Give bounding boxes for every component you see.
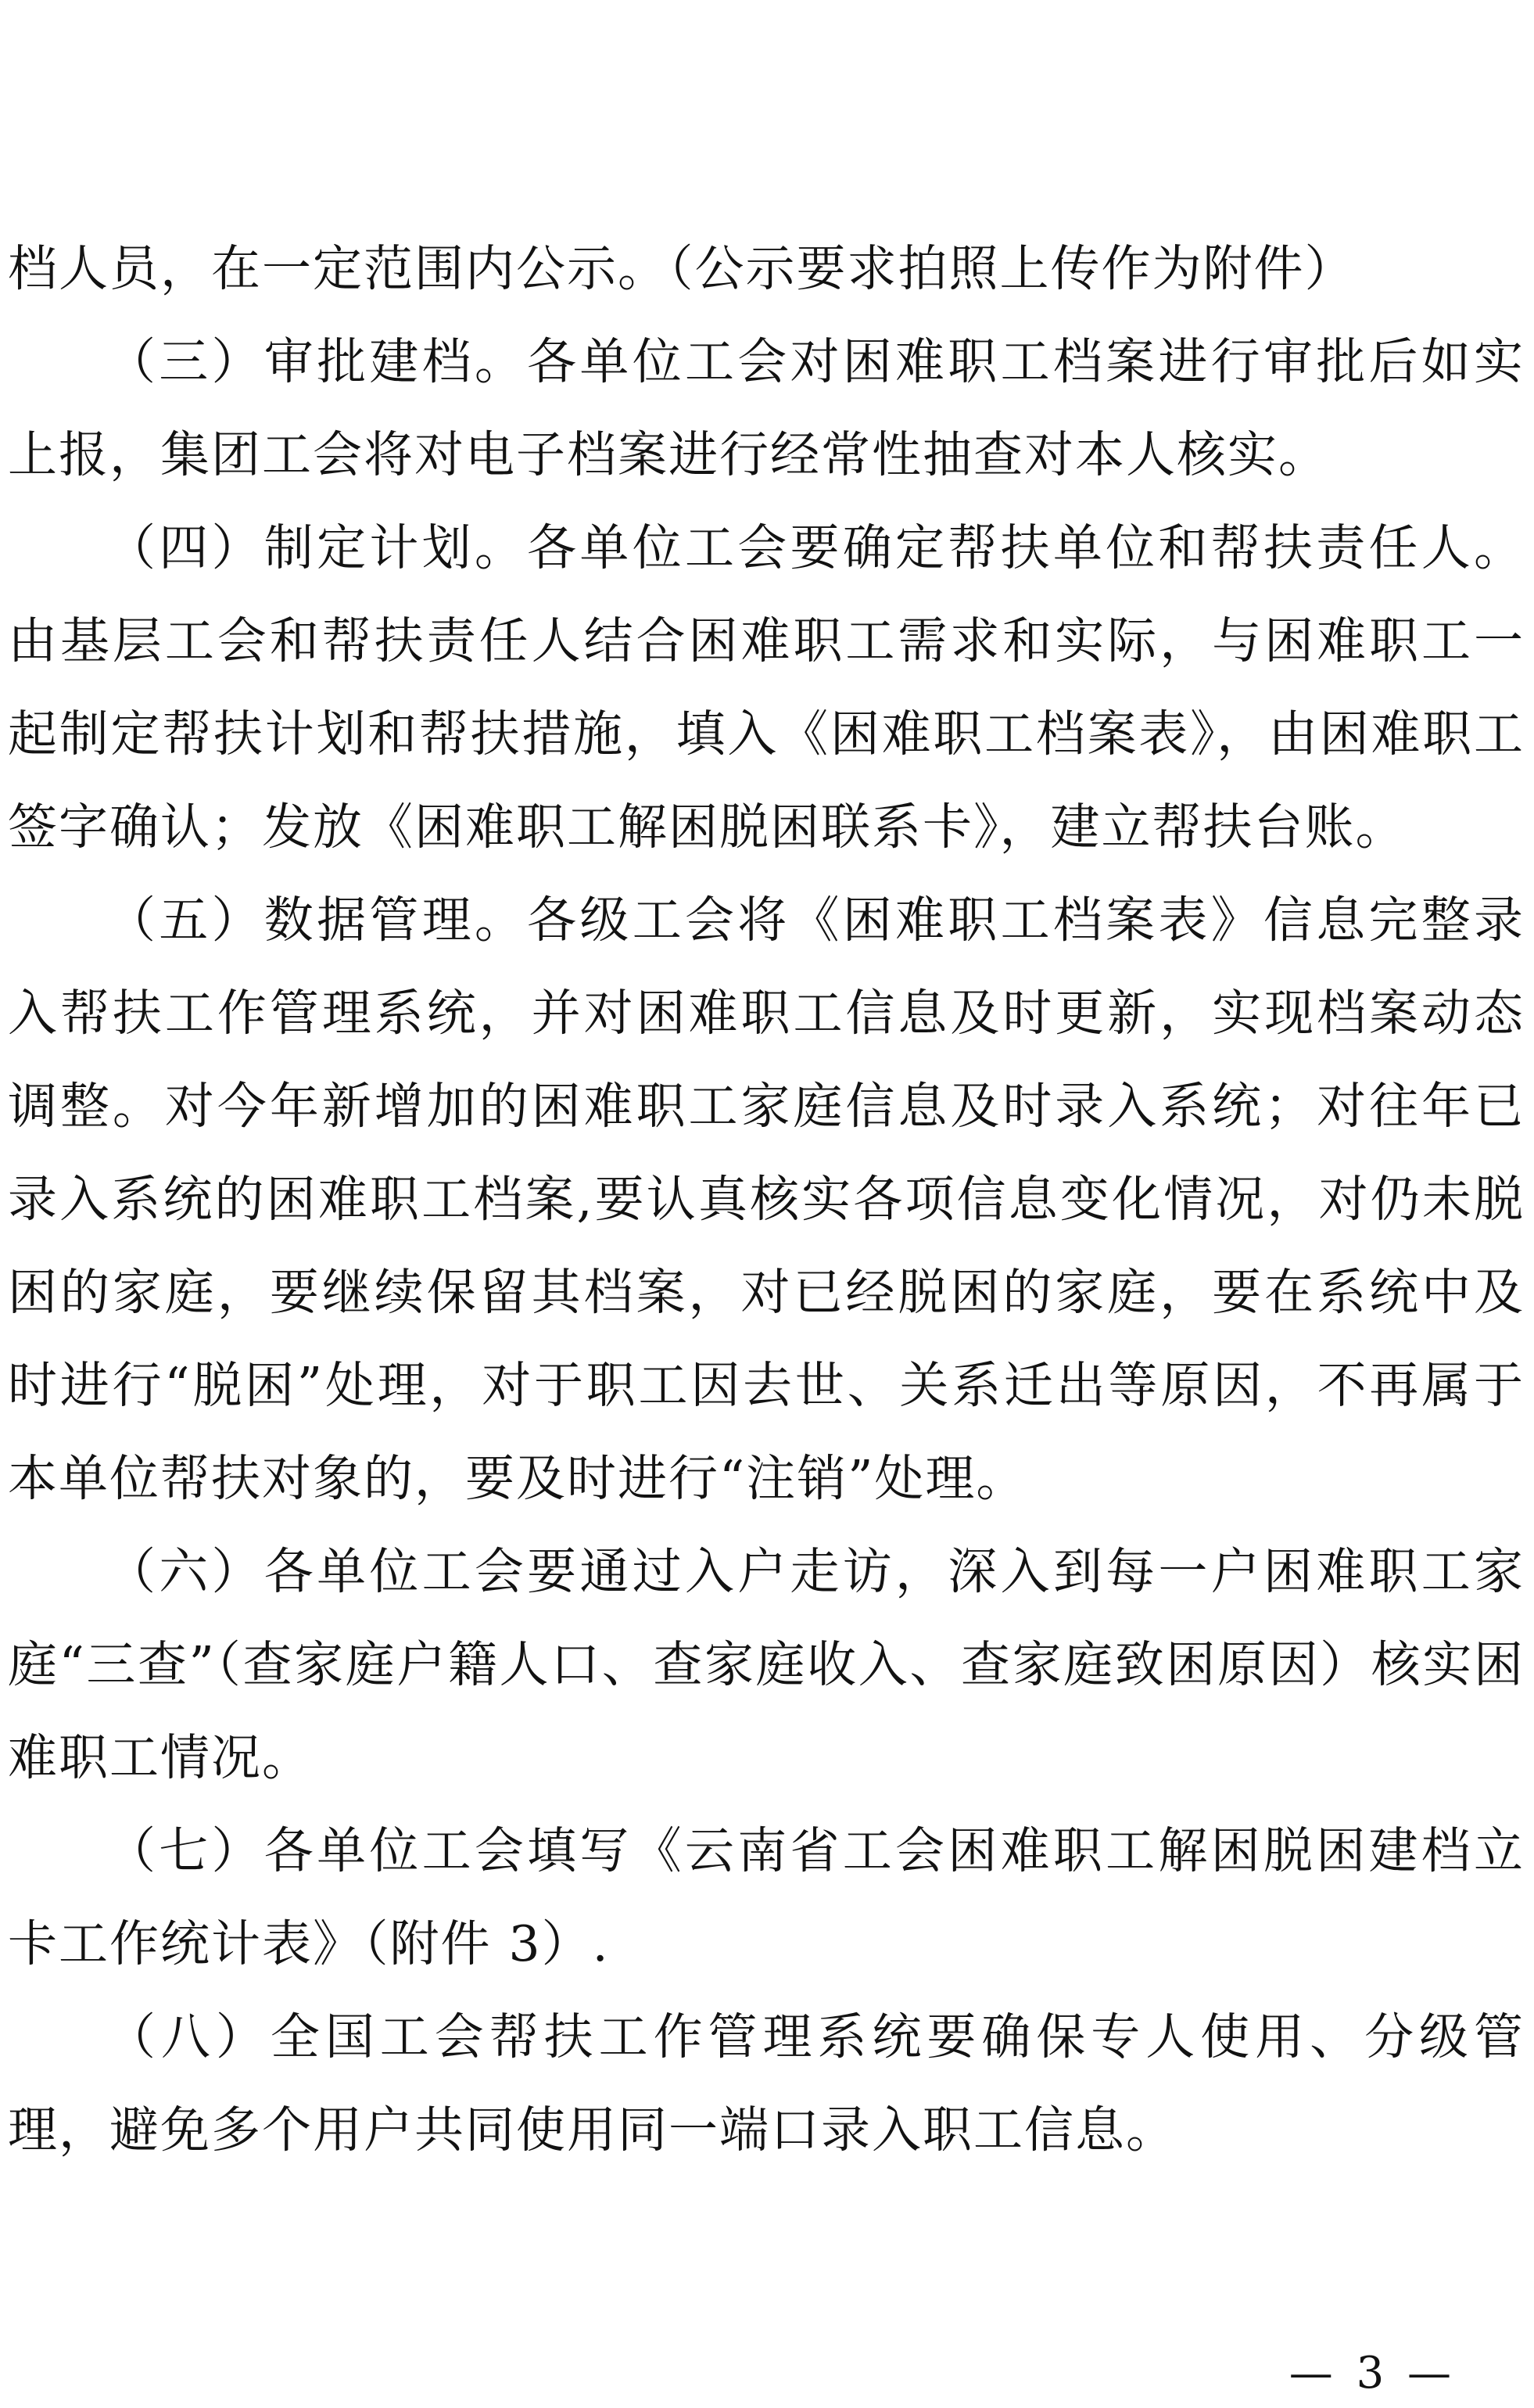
- paragraph-item-7: （七）各单位工会填写《云南省工会困难职工解困脱困建档立卡工作统计表》（附件 3）.: [8, 1822, 1525, 1972]
- document-content: [8, 222, 1525, 2177]
- paragraph-item-8: （八）全国工会帮扶工作管理系统要确保专人使用、分级管理，避免多个用户共同使用同一端口录入职工信息。: [8, 2008, 1525, 2159]
- paragraph-item-5: （五）数据管理。各级工会将《困难职工档案表》信息完整录入帮扶工作管理系统，并对困难职工信息及时更新，实现档案动态调整。对今年新增加的困难职工家庭信息及时录入系统；对往年已录入系统的困难职工档案,要认真核实各项信息变化情况，对仍未脱困的家庭，要继续保留其档案，对已经脱困的家庭，要在系统中及时进行“脱困”处理，对于职工因去世、关系迁出等原因，不再属于本单位帮扶对象的，要及时进行“注销”处理。: [8, 892, 1525, 1507]
- paragraph-item-4: （四）制定计划。各单位工会要确定帮扶单位和帮扶责任人。由基层工会和帮扶责任人结合困难职工需求和实际，与困难职工一起制定帮扶计划和帮扶措施，填入《困难职工档案表》，由困难职工签字确认；发放《困难职工解困脱困联系卡》，建立帮扶台账。: [8, 519, 1525, 856]
- paragraph-item-3: （三）审批建档。各单位工会对困难职工档案进行审批后如实上报，集团工会将对电子档案进行经常性抽查对本人核实。: [8, 333, 1525, 483]
- page-number: — 3 —: [1288, 2348, 1456, 2399]
- page-footer: [1288, 2348, 1456, 2399]
- paragraph-item-6: （六）各单位工会要通过入户走访，深入到每一户困难职工家庭“三查”（查家庭户籍人口、查家庭收入、查家庭致困原因）核实困难职工情况。: [8, 1543, 1525, 1786]
- paragraph-continuation: 档人员，在一定范围内公示。（公示要求拍照上传作为附件）: [8, 240, 1356, 297]
